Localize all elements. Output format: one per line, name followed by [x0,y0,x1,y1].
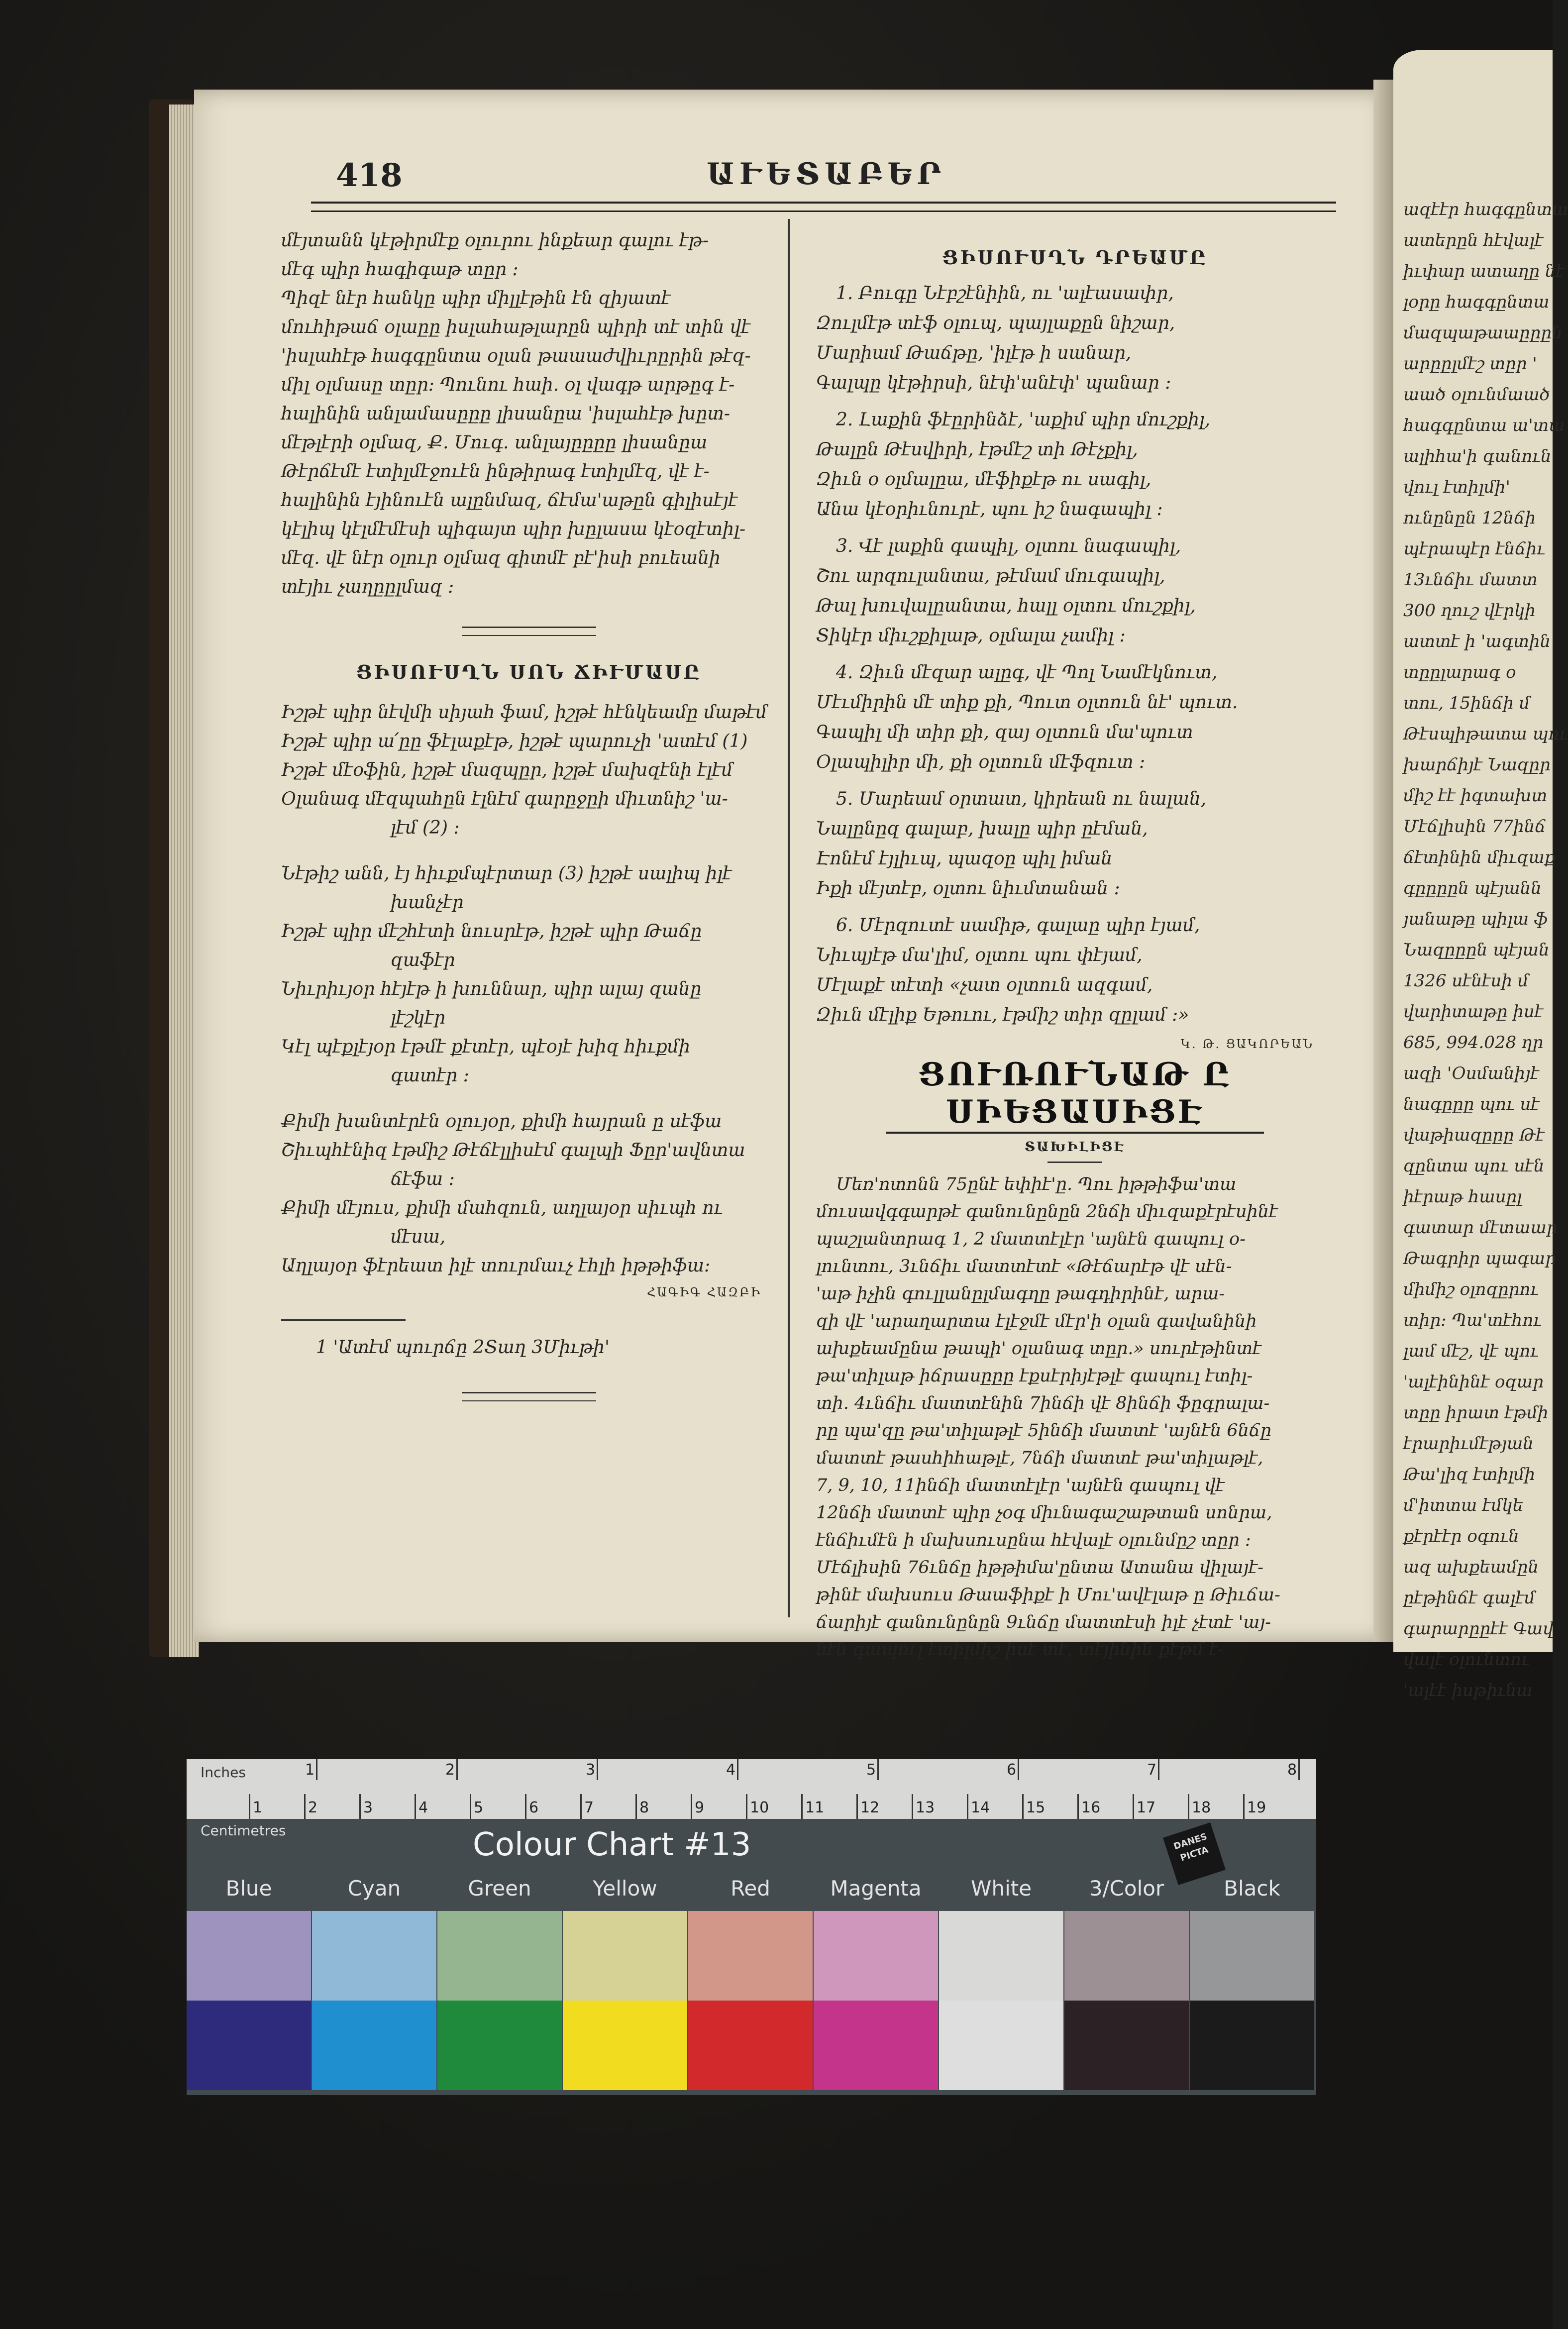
cm-tick [470,1794,471,1819]
stanza-line: Զուլմէթ տէֆ օլուպ, պայլաքըն նիշար, [816,313,1175,333]
body-line: 7, 9, 10, 11ինճի մատտէլէր 'այնէն գապուլ վէ [816,1476,1225,1495]
body-line: լունտու, 3ւնճիւ մատտէտէ «Թէճարէթ վէ սէն- [816,1257,1232,1276]
intro-line: տէյիւ չաղըըլմազ ։ [281,577,454,597]
swatch-solid [563,2001,687,2090]
column-divider [788,219,790,1617]
stanza-line: 2. Լաքին ֆէըրինձէ, 'աքիմ պիր մուշքիլ, [836,410,1211,430]
poem-line: մէսա, [391,1227,446,1247]
right-page-line: Թագրիր պագար [1403,1249,1557,1269]
intro-line: Թէրճէմէ էտիլմէջուէն ինթիրագ էտիլմէզ, վէ է- [281,461,710,482]
inch-label: 1 [305,1761,315,1779]
swatch-label-red: Red [731,1876,770,1901]
swatch-tint [563,1911,687,2001]
swatch-label-magenta: Magenta [830,1876,922,1901]
body-line: մատտէ թասհիհաթլէ, 7նճի մատտէ թա'տիլաթլէ, [816,1448,1263,1468]
swatch-solid [312,2001,436,2090]
right-page-line: վալէ օլունտու [1403,1650,1530,1670]
cm-label: 1 [253,1799,263,1816]
stanza [816,784,1334,904]
inch-tick [737,1759,738,1780]
intro-line: կէլիպ կէլմէմէսի պիգայտ պիր խըլասա կէօզէտիլ- [281,519,746,539]
intro-line: միլ օլմասը տըր։ Պունու հաի. օլ վագթ արթըգ է- [281,375,735,395]
stanza-line: Գալպը կէթիրսի, նէփ'անէփ' պանար ։ [816,373,1171,393]
right-page-line: մ'իտտա էմկե [1403,1495,1524,1515]
stanza [816,531,1334,651]
cm-tick [691,1794,692,1819]
right-page-line: ազ ախքեամըն [1403,1557,1539,1577]
cm-label: 15 [1026,1799,1045,1816]
stanza [816,405,1334,525]
cm-label: 16 [1081,1799,1101,1816]
right-page-line: ազի 'Օսմանիյէ [1403,1063,1539,1083]
swatch-label-black: Black [1224,1876,1280,1901]
right-page-line: Մէճլիսին 77ինճ [1403,817,1546,837]
body-line: թա'տիլաթ իճրասըըը էքսէրիյէթլէ գապուլ էտիլ- [816,1366,1253,1386]
right-column [816,226,1334,1664]
inch-label: 7 [1147,1761,1157,1779]
stanza-line: Նիւպյէթ մա'լիմ, օլտու պու փէյամ, [816,945,1143,965]
title-underline [886,1132,1264,1134]
right-page-line: Թա'լիզ էտիլմի [1403,1465,1535,1484]
poem-title-left: ՑԻՍՈՒՍՂՆ ՍՈՆ ՃԻՒՄԱՍԸ [356,661,702,683]
ruler-inches-label: Inches [201,1764,246,1781]
swatch-label-3-color: 3/Color [1089,1876,1164,1901]
ruler-cm-label: Centimetres [201,1822,286,1839]
intro-line: հալինին անլամասըըը լիսանըա 'իսլահէթ խըտ- [281,404,730,424]
cm-label: 9 [695,1799,705,1816]
swatch-solid [437,2001,562,2090]
cm-tick [249,1794,250,1819]
cm-tick [1022,1794,1024,1819]
swatch-tint [814,1911,938,2001]
right-page-line: իէրաթ հասըլ [1403,1187,1522,1207]
section-separator-bottom [462,1392,596,1401]
cm-tick [415,1794,416,1819]
cm-label: 4 [418,1799,428,1816]
inch-tick [877,1759,879,1780]
intro-paragraph [281,226,776,602]
swatch-tint [1064,1911,1189,2001]
cm-tick [746,1794,747,1819]
right-page-line: 13ւնճիւ մատտ [1403,570,1538,590]
stanza-line: Թալըն Թէսվիրի, էթմէշ տի Թէչքիլ, [816,439,1138,460]
poem-line: Իշթէ մէօֆին, իշթէ մազպըր, իշթէ մախզէնի էլէմ [281,760,733,780]
right-page-line: ճէտինին միւզաք [1403,847,1556,867]
right-page-line: վարիտաթը իսէ [1403,1002,1544,1022]
body-line: զի վէ 'արաղարտա էլէջմէ մէր'ի օլան գավանինի [816,1311,1257,1331]
poem-line: Իշթէ պիր նէվմի սիյահ ֆամ, իշթէ հէնկեամը մաթէմ [281,702,767,723]
right-page-line: Նազըըըն պէյան [1403,940,1550,960]
stanza-line: 4. Զիւն մէզար ալըգ, վէ Պոլ Նամէկնուտ, [836,662,1218,683]
swatch-solid [187,2001,311,2090]
stanza-line: 6. Մէրզուտէ սամիթ, գալաը պիր էյամ, [836,915,1200,936]
colour-chart [187,1759,1316,2095]
intro-line: մէգ պիր հագիգաթ տըր ։ [281,259,519,280]
inch-tick [597,1759,598,1780]
right-page-line: լամ մէշ, վէ պու [1403,1341,1539,1361]
cm-tick [635,1794,637,1819]
swatch-tint [1190,1911,1314,2001]
right-page-line: պէրապէր էնճիւ [1403,539,1545,559]
poem-author: ՀԱԳԻԳ ՀԱԶԲԻ [646,1285,761,1299]
left-column [281,226,776,1401]
right-page-line: հագգընտա ա'տա [1403,416,1565,435]
cm-label: 19 [1247,1799,1266,1816]
intro-line: մէզ. վէ նէր օլուր օլմազ գիտմէ բէ'իսի բուեանի [281,548,721,568]
cm-label: 12 [860,1799,880,1816]
cm-label: 8 [639,1799,649,1816]
inch-tick [456,1759,458,1780]
cm-tick [856,1794,858,1819]
swatch-label-green: Green [468,1876,531,1901]
article-title: ՑՈՒՌՈՒՆԱԹ Ը ՍԻԵՑԱՍԻՑԷ [919,1056,1231,1131]
poem-line: Քիմի խանտէրէն օլույօր, քիմի հայրան ը սէֆա [281,1111,722,1132]
right-page-line: միշ էէ իգտախտ [1403,786,1548,806]
body-line: րը պա'զը թա'տիլաթլէ 5ինճի մատտէ 'այնէն 6նճը [816,1421,1272,1441]
intro-line: 'իսլահէթ հագգընտա օլան թաաաժվիւրըրին թէզ- [281,346,751,366]
cm-tick [912,1794,913,1819]
right-page-line: քէրէէր օգուն [1403,1526,1519,1546]
body-line: տի. 4ւնճիւ մատտէնին 7ինճի վէ 8ինճի ֆըգրալա- [816,1393,1270,1413]
cm-tick [801,1794,803,1819]
inch-tick [1018,1759,1019,1780]
right-page-line: զընտա պու սէն [1403,1156,1545,1176]
body-line: 'աթ իչին գուլլանըլմագղը թագդիրինէ, արա- [816,1284,1225,1304]
stanza-line: Զիւն մէլիք Եթուու, էթմիշ տիր զըլամ ։» [816,1005,1189,1025]
stanza-line: Զիւն օ օլմալըա, մէֆիքէթ ու սագիլ, [816,469,1151,490]
right-page-line: էրարիւմէթյան [1403,1434,1534,1454]
right-page-line: լօրը հագգընտա [1403,292,1550,312]
poem-author-right: Կ. Թ. ՑԱԿՈՐԵԱՆ [1180,1037,1314,1051]
right-page-line: աած օլունմաած [1403,385,1550,405]
stanza-line: 5. Մարեամ օրտատ, կիրեան ու նալան, [836,789,1207,809]
page-number: 418 [336,157,403,194]
section-separator [462,627,596,636]
stanza-line: Անա կէօրիւնուրէ, պու իշ նագապիլ ։ [816,499,1163,520]
right-page-line: տիր։ Պա'տէհու [1403,1310,1542,1330]
swatch-solid [939,2001,1063,2090]
article-subtitle: ՏԱԽԻԼԻՑԷ [1024,1140,1126,1155]
swatch-tint [312,1911,436,2001]
inch-label: 4 [726,1761,736,1779]
ruler [187,1759,1316,1819]
poem-line: լէմ (2) ։ [391,818,460,838]
right-page-line: 'ալէէ իսթիւնա [1403,1681,1533,1700]
poem-line: Աղլայօր ֆէրեատ իլէ տուրմաւչ էհլի իթթիֆա։ [281,1256,711,1276]
right-page-line: տըըլարագ օ [1403,662,1516,682]
right-page-line: 685, 994.028 ղր [1403,1033,1544,1053]
footnote-rule [281,1319,406,1321]
poem-line: Իշթէ պիր ա՛ըը ֆէլաքէթ, իշթէ պարուչի 'ատէմ (1) [281,731,748,751]
cm-label: 18 [1192,1799,1211,1816]
stanza-line: Գապիլ մի տիր քի, զայ օլտուն մա'պուտ [816,722,1193,742]
right-page-line: իւփար ատաղը նէ [1403,261,1565,281]
cm-label: 13 [916,1799,935,1816]
right-page-line: արըըլմէշ տըր ' [1403,354,1537,374]
chart-title: Colour Chart #13 [473,1826,751,1863]
body-line: թինէ մախսուս Թաաֆիքէ ի Մու'ավէլաթ ը Թիւճա- [816,1585,1280,1605]
stanza-line: Տիկէր միւշքիլաթ, օլմալա չամիլ ։ [816,626,1126,646]
inch-tick [1158,1759,1159,1780]
cm-label: 7 [584,1799,594,1816]
right-page-line: ատտէ ի 'ագտին [1403,632,1551,651]
right-page-line: գըըըըն պէյանն [1403,878,1542,898]
cm-label: 17 [1137,1799,1156,1816]
right-page-line: ունընըն 12նճի [1403,508,1536,528]
swatch-solid [814,2001,938,2090]
cm-label: 11 [805,1799,825,1816]
right-page-line: 'ալէինինէ օզար [1403,1372,1544,1392]
poem-line: ճէֆա ։ [391,1169,455,1189]
right-page-line: միմիշ օլոզըրու [1403,1279,1539,1299]
right-page-line: 1326 սէնէսի մ [1403,971,1529,991]
right-page-line: ատերըն հէվալէ [1403,230,1544,250]
poem-title-right: ՑԻՍՈՒՍՂՆ ԴՐԵԱՄԸ [942,246,1208,269]
cm-label: 3 [363,1799,373,1816]
cm-tick [967,1794,968,1819]
cm-tick [304,1794,306,1819]
body-line: մուսավգգարթէ գանունընըն 2նճի միւզաքէրէսինէ [816,1202,1278,1222]
inch-label: 8 [1287,1761,1297,1779]
stanza-line: Օլապիլիր մի, քի օլտուն մէֆզուտ ։ [816,752,1146,772]
body-line: Մէճլիսին 76ւնճը իթթիմա'ընտա Ատանա վիլայէ- [816,1558,1263,1578]
poem-line: գատէր ։ [391,1065,469,1086]
poem-line: լէշկէր [391,1008,446,1028]
stanza-line: Նալընըզ գալաբ, խալը պիր ըէման, [816,819,1148,839]
cm-tick [1077,1794,1079,1819]
stanza-line: 1. Բուգը Նէբշէնիին, ու 'ալէասափր, [836,283,1174,304]
intro-line: մուհիթաճ օլաըը իսլահաթլարըն պիրի տէ տին վէ [281,317,750,337]
body-line: էնճիւմէն ի մախսուսընա հէվալէ օլունմըշ տըր ։ [816,1530,1251,1550]
stanza-line: Էոնէմ էյլիւպ, պազօը պիլ իման [816,848,1113,869]
cm-tick [1243,1794,1245,1819]
poem-line: Իշթէ պիր մէշհէտի նուսրէթ, իշթէ պիր Թաճը [281,921,702,942]
cm-label: 5 [474,1799,484,1816]
brand-logo: DANES PICTA [1163,1822,1226,1885]
stanza [816,658,1334,777]
cm-tick [1188,1794,1189,1819]
inch-label: 6 [1007,1761,1017,1779]
poem-line: Օլանագ մէզպահըն էլնէմ գարըջըի միւտնիշ 'ա- [281,789,728,809]
cm-tick [525,1794,526,1819]
swatch-label-blue: Blue [225,1876,272,1901]
cm-tick [580,1794,582,1819]
right-page-text [1403,194,1568,1706]
right-page-line: վուլ էտիլմի' [1403,477,1510,497]
body-line: ախքեամընա թապի' օլանագ տըր.» սուրէթինտէ [816,1339,1261,1359]
stanza-line: Թալ խուվալըանտա, հալլ օլտու մուշքիլ, [816,596,1196,616]
article-body [816,1171,1334,1664]
stanza [816,279,1334,398]
intro-line: մէթլէրի օլմազ, Ք. Մուգ. անլայըըըը լիսանըա [281,432,708,453]
inch-label: 2 [445,1761,455,1779]
body-line: նէն գապուլ էտիլմիշ իսէ տէ, տէյինին քէթմ է- [816,1640,1224,1660]
swatch-solid [1190,2001,1314,2090]
stanza-line: 3. Վէ լաքին գապիլ, օլտու նագապիլ, [836,536,1181,556]
swatch-solid [688,2001,813,2090]
running-head: ԱՒԵՏԱԲԵՐ [707,157,946,192]
right-page-line: մազպաթաաըըըն [1403,323,1563,343]
cm-label: 6 [529,1799,539,1816]
swatch-label-cyan: Cyan [347,1876,401,1901]
stanza-line: Մարիամ Թաճթը, 'իլէթ ի սանար, [816,343,1132,363]
cm-label: 2 [308,1799,318,1816]
cm-tick [359,1794,361,1819]
cm-tick [1133,1794,1134,1819]
subtitle-rule [1047,1162,1102,1163]
header-rule [311,202,1336,212]
swatch-label-white: White [970,1876,1032,1901]
cm-label: 14 [971,1799,990,1816]
swatch-label-yellow: Yellow [593,1876,657,1901]
poem-line: խանչէր [391,892,464,913]
right-page-line: գատար մէտաար [1403,1218,1558,1238]
right-page-line: վաթիազըըը Թէ [1403,1125,1545,1145]
cm-label: 10 [750,1799,769,1816]
right-page-line: ալիհա'ի գանուն [1403,446,1552,466]
right-page-line: 300 ղուշ վէրկի [1403,601,1536,621]
poem-line: Շիւպհէնիզ էթմիշ Թէճէլլիսէմ գալպի Ֆըր'ավնտա [281,1140,745,1161]
poem-line: Քիմի մէյուս, քիմի մահզուն, աղլայօր սիւպհ ու [281,1198,723,1218]
intro-line: հալինին էյինուէն ալընմազ, ճէմա'աթըն գիլիսէյէ [281,490,738,511]
body-line: Մեռ'ոտոնն 75ընէ եփիէ'ը. Պու իթթիֆա'տա [836,1174,1237,1194]
right-page-line: տու, 15ինճի մ [1403,693,1530,713]
poem-line: Նէթիշ անն, էյ հիւքմպէրտար (3) իշթէ սալիպ իլէ [281,863,732,884]
right-page-line: նագըըը պու սէ [1403,1094,1540,1114]
intro-line: մէյտանն կէթիրմէք օլուրու ինքեար գալու էթ- [281,230,709,251]
right-page-line: Թէսպիթատա պու [1403,724,1568,744]
stanza-line: Իքի մէյտէբ, օլտու նիւմտանան ։ [816,878,1120,899]
poem-body [281,698,776,1280]
body-line: պաշլանտրագ 1, 2 մատտէլէր 'այնէն գապուլ օ- [816,1229,1246,1249]
right-page-line: ազէէր հագգընտա [1403,200,1568,219]
swatch-tint [939,1911,1063,2001]
poem-line: զաֆէր [391,950,455,970]
swatch-tint [437,1911,562,2001]
body-line: 12նճի մատտէ պիր չօգ միւնագաշաթտան սոնրա, [816,1503,1272,1523]
body-line: ճարիյէ գանունընըն 9ւնճը մատտէսի իլէ չէտէ 'այ- [816,1612,1271,1632]
stanza-line: Շու արզուլանտա, թէմամ մուգապիլ, [816,566,1165,586]
poem-stanzas [816,279,1334,1030]
right-page-line: ըէթինճէ գալէմ [1403,1588,1535,1608]
footnote: 1 'Ատէմ պուրճը 2Տաղ 3Միւթի' [316,1337,610,1358]
right-page-line: գարարըըէէ Գավ [1403,1619,1554,1639]
poem-line: Կէլ պէքլէյօր էթմէ քէտէր, պէօյէ խիզ հիւքմի [281,1037,690,1057]
inch-tick [316,1759,317,1780]
swatch-tint [688,1911,813,2001]
stanza-line: Մէլաքէ տէտի «չատ օլտուն ազգամ, [816,975,1153,995]
intro-line: Պիզէ նէր հանկը պիր միլլէթին էն զիյատէ [281,288,671,309]
swatch-solid [1064,2001,1189,2090]
right-page-line: խարճիյէ Նազըր [1403,755,1551,775]
inch-tick [1298,1759,1300,1780]
inch-label: 5 [866,1761,876,1779]
swatch-tint [187,1911,311,2001]
right-page-line: տըը իրատ էթմի [1403,1403,1549,1423]
stanza [816,911,1334,1030]
right-page-fragment [1393,50,1568,1700]
stanza-line: Մէւմիրին մէ տիք քի, Պուտ օլտուն նէ' պուտ. [816,692,1238,713]
poem-line: Նիւրիւյօր հէյէթ ի խուննար, պիր ալայ զանը [281,979,702,999]
right-page-line: յանաթը պիլա ֆ [1403,909,1548,929]
inch-label: 3 [586,1761,596,1779]
